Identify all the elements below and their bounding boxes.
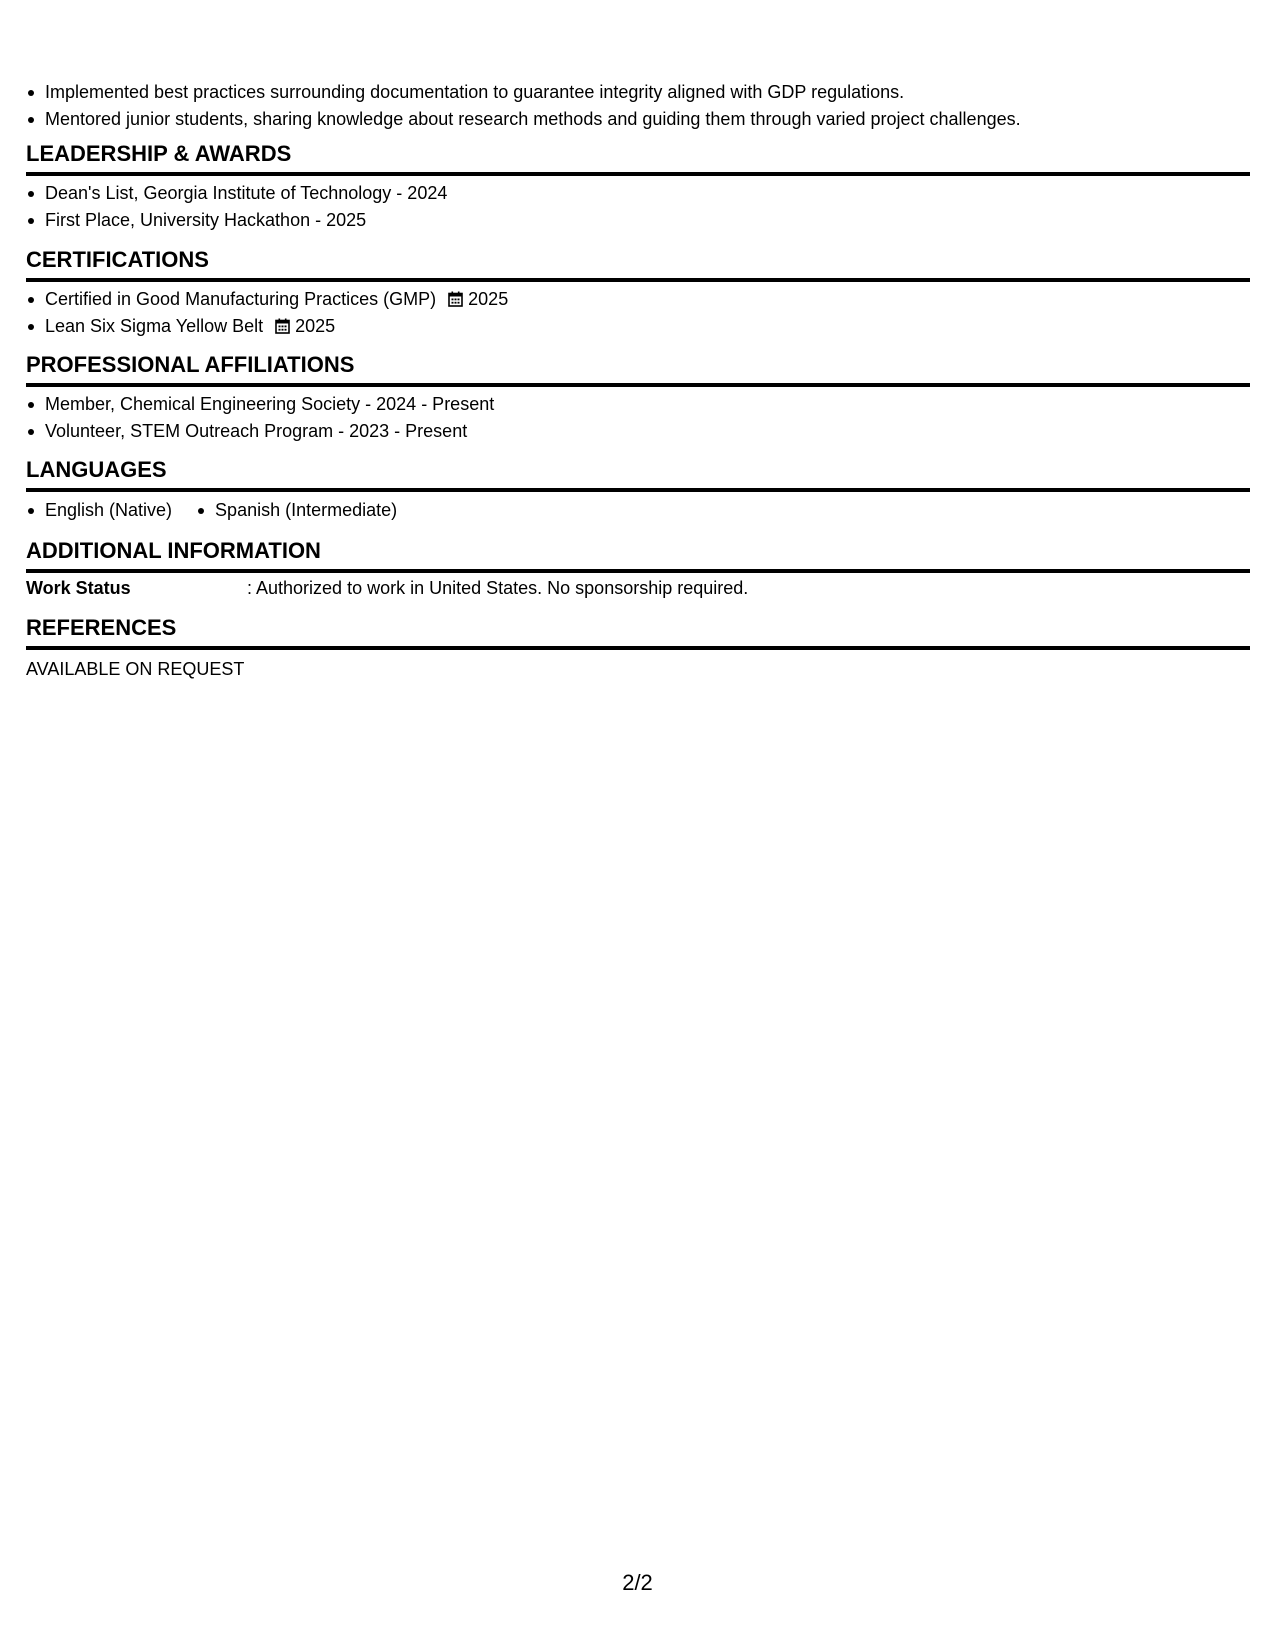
section-title-references: REFERENCES xyxy=(26,614,1250,650)
list-item: English (Native) xyxy=(26,497,172,524)
list-item: Mentored junior students, sharing knowledge about research methods and guiding them through varied project challenges. xyxy=(26,106,1021,133)
list-item: Volunteer, STEM Outreach Program - 2023 - Present xyxy=(26,418,1250,445)
list-item: Dean's List, Georgia Institute of Technology - 2024 xyxy=(26,180,1250,207)
section-title-additional-information: ADDITIONAL INFORMATION xyxy=(26,537,1250,573)
list-item: Implemented best practices surrounding documentation to guarantee integrity aligned with GDP regulations. xyxy=(26,79,1021,106)
page-number: 2/2 xyxy=(622,1570,653,1595)
certification-year: 2025 xyxy=(468,289,509,309)
certification-name: Lean Six Sigma Yellow Belt xyxy=(45,316,264,336)
work-status-label: Work Status xyxy=(26,578,131,598)
section-title-certifications: CERTIFICATIONS xyxy=(26,246,1250,282)
experience-continued-list xyxy=(26,79,1021,133)
section-title-leadership: LEADERSHIP & AWARDS xyxy=(26,140,1250,176)
certification-name: Certified in Good Manufacturing Practices (GMP) xyxy=(45,289,437,309)
list-item xyxy=(26,313,1250,340)
section-title-affiliations: PROFESSIONAL AFFILIATIONS xyxy=(26,351,1250,387)
list-item: First Place, University Hackathon - 2025 xyxy=(26,207,1250,234)
calendar-icon xyxy=(448,288,463,304)
resume-page xyxy=(26,0,1250,1650)
languages-list xyxy=(26,497,1250,524)
list-item xyxy=(26,286,1250,313)
list-item: Member, Chemical Engineering Society - 2024 - Present xyxy=(26,391,1250,418)
calendar-icon xyxy=(275,315,290,331)
work-status-value: : Authorized to work in United States. No sponsorship required. xyxy=(247,578,749,598)
references-text: AVAILABLE ON REQUEST xyxy=(26,659,245,679)
work-status-row xyxy=(26,575,1250,602)
certifications-list xyxy=(26,286,1250,340)
list-item: Spanish (Intermediate) xyxy=(196,497,397,524)
affiliations-list xyxy=(26,391,1250,445)
section-title-languages: LANGUAGES xyxy=(26,456,1250,492)
leadership-list xyxy=(26,180,1250,234)
certification-year: 2025 xyxy=(295,316,336,336)
